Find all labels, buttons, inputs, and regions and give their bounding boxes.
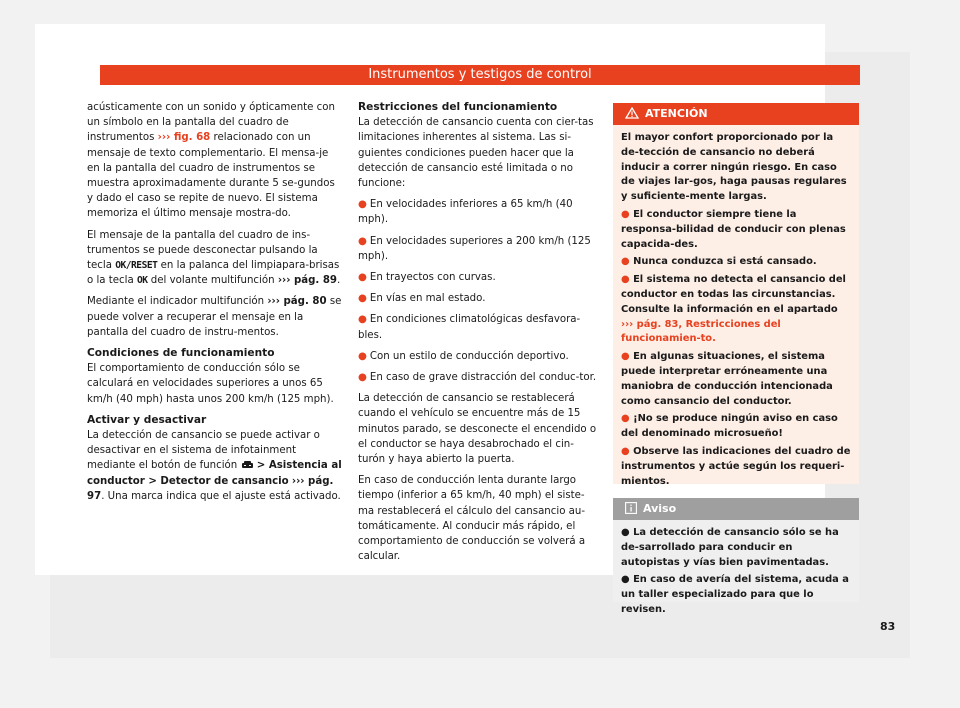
warning-item xyxy=(621,255,851,270)
warning-item-text: En algunas situaciones, el sistema puede interpretar erróneamente una maniobra de conducción intencionada como cansancio del conductor. xyxy=(621,351,833,407)
section-header: Instrumentos y testigos de control xyxy=(100,65,860,85)
note-item-text: La detección de cansancio sólo se ha de-sarrollado para conducir en autopistas y vías bien pavimentadas. xyxy=(621,527,839,568)
paragraph-activate: La detección de cansancio se puede activar o desactivar en el sistema de infotainment mediante el botón de función > Asistencia al conductor > Detector de cansancio ››› pág. 97. Una marca indica que el ajuste está activado. xyxy=(87,430,342,502)
restrictions-list xyxy=(358,197,598,385)
page-link[interactable]: ››› pág. 97 xyxy=(87,475,334,502)
column-left xyxy=(87,100,343,510)
list-item xyxy=(358,197,598,227)
heading-activate: Activar y desactivar xyxy=(87,413,207,426)
warning-item xyxy=(621,412,851,442)
note-title: Aviso xyxy=(643,502,677,515)
bullet-icon: ● xyxy=(621,256,634,268)
paragraph-slow-driving: En caso de conducción lenta durante largo tiempo (inferior a 65 km/h, 40 mph) el siste-ma restablecerá el cálculo del cansancio au-tomáticamente. Al conducir más rápido, el comportamiento de conducción se volverá a calcular. xyxy=(358,475,586,563)
warning-item-text: Nunca conduzca si está cansado. xyxy=(633,256,817,268)
text: relacionado con un mensaje de texto complementario. El mensa-je en la pantalla del cuadro de instrumentos se muestra aproximadamente durante 5 se-gundos y dado el caso se repite de nuevo. El sistema memoriza el último mensaje mostra-do. xyxy=(87,132,335,220)
text: La detección de cansancio se puede activar o desactivar en el sistema de infotainment mediante el botón de función xyxy=(87,430,320,472)
bullet-icon: ● xyxy=(621,274,634,286)
list-item-text: En trayectos con curvas. xyxy=(369,272,496,284)
paragraph-reset: La detección de cansancio se restablecerá cuando el vehículo se encuentre más de 15 minutos parado, se desconecte el encendido o el conductor se haya desabrochado el cin-turón y haya abierto la puerta. xyxy=(358,393,597,466)
list-item xyxy=(358,270,598,285)
bullet-icon: ● xyxy=(621,413,634,425)
page-link[interactable]: ››› pág. 89 xyxy=(277,275,338,287)
page-link[interactable]: ››› pág. 83, Restricciones del funcionamien-to. xyxy=(621,318,781,345)
text: en la palanca del limpiapara-brisas o la tecla xyxy=(87,260,340,287)
bullet-icon: ● xyxy=(358,235,367,247)
warning-intro: El mayor confort proporcionado por la de-tección de cansancio no deberá inducir a correr ningún riesgo. En caso de viajes lar-gos, haga pausas regulares y suficiente-mente largas. xyxy=(621,132,847,203)
list-item xyxy=(358,291,598,306)
ok-key-icon: OK xyxy=(136,275,148,287)
list-item-text: En caso de grave distracción del conduc-tor. xyxy=(369,372,597,384)
warning-item xyxy=(621,350,851,409)
note-item xyxy=(621,573,851,617)
page-link[interactable]: ››› pág. 80 xyxy=(267,296,327,308)
paragraph-intro xyxy=(87,100,343,222)
page-number: 83 xyxy=(880,620,896,633)
paragraph-conditions: El comportamiento de conducción sólo se calculará en velocidades superiores a unos 65 km/h (40 mph) hasta unos 200 km/h (125 mph). xyxy=(87,363,334,405)
ok-reset-key-icon: OK/RESET xyxy=(115,260,158,272)
note-body xyxy=(613,520,859,629)
text: se puede volver a recuperar el mensaje en la pantalla del cuadro de instru-mentos. xyxy=(87,296,342,338)
bullet-icon: ● xyxy=(358,350,367,362)
warning-item-text: Observe las indicaciones del cuadro de instrumentos y actúe según los requeri-mientos. xyxy=(621,445,851,487)
list-item-text: En vías en mal estado. xyxy=(369,293,486,305)
warning-box xyxy=(613,103,859,487)
bullet-icon: ● xyxy=(358,372,367,384)
figure-link[interactable]: ››› fig. 68 xyxy=(157,132,211,144)
note-item-text: En caso de avería del sistema, acuda a un taller especializado para que lo revisen. xyxy=(621,574,849,615)
warning-item xyxy=(621,273,851,347)
text: acústicamente con un sonido y ópticamente con un símbolo en la pantalla del cuadro de instrumentos xyxy=(87,102,335,144)
info-icon xyxy=(625,502,637,514)
bullet-icon: ● xyxy=(621,351,634,363)
bullet-icon: ● xyxy=(621,574,634,586)
text: Una marca indica que el ajuste está activado. xyxy=(107,490,341,502)
warning-item-text: El sistema no detecta el cansancio del conductor en todas las circunstancias. Consulte la información en el apartado xyxy=(621,274,846,315)
text: El mensaje de la pantalla del cuadro de ins-trumentos se puede desconectar pulsando la tecla xyxy=(87,229,318,272)
list-item xyxy=(358,349,598,364)
bullet-icon: ● xyxy=(358,272,367,284)
heading-restrictions: Restricciones del funcionamiento xyxy=(358,101,558,113)
warning-title: ATENCIÓN xyxy=(645,107,708,120)
bullet-icon: ● xyxy=(621,445,634,457)
warning-header xyxy=(613,103,859,125)
warning-item xyxy=(621,445,851,489)
list-item xyxy=(358,370,598,385)
list-item xyxy=(358,234,598,264)
paragraph-recover xyxy=(87,294,343,340)
text: del volante multifunción xyxy=(150,275,275,287)
list-item-text: En velocidades superiores a 200 km/h (125 mph). xyxy=(358,235,591,262)
warning-item-text: El conductor siempre tiene la responsa-bilidad de conducir con plenas capacida-des. xyxy=(621,208,846,250)
list-item-text: Con un estilo de conducción deportivo. xyxy=(369,350,569,362)
note-box xyxy=(613,498,859,615)
note-item xyxy=(621,526,851,570)
list-item xyxy=(358,312,598,342)
bullet-icon: ● xyxy=(358,314,367,326)
bullet-icon: ● xyxy=(358,199,367,211)
text: Mediante el indicador multifunción xyxy=(87,296,265,308)
column-middle xyxy=(358,100,598,570)
warning-item xyxy=(621,208,851,252)
list-item-text: En condiciones climatológicas desfavora-bles. xyxy=(358,314,581,341)
bullet-icon: ● xyxy=(358,293,367,305)
paragraph-disconnect: El mensaje de la pantalla del cuadro de ins-trumentos se puede desconectar pulsando la tecla OK/RESET en la palanca del limpiapara-brisas o la tecla OK del volante multifunción ››› pág. 89. xyxy=(87,229,341,287)
warning-triangle-icon xyxy=(625,107,639,119)
warning-item-text: ¡No se produce ningún aviso en caso del denominado microsueño! xyxy=(621,413,838,440)
note-header xyxy=(613,498,859,520)
heading-conditions: Condiciones de funcionamiento xyxy=(87,347,275,360)
bullet-icon: ● xyxy=(621,527,634,538)
menu-path: > Asistencia al conductor > Detector de cansancio xyxy=(87,460,342,487)
warning-body xyxy=(613,125,859,500)
car-menu-icon xyxy=(241,460,254,470)
paragraph-restrictions-intro: La detección de cansancio cuenta con cier-tas limitaciones inherentes al sistema. Las si-guientes condiciones pueden hacer que la detección de cansancio esté limitada o no funcione: xyxy=(358,117,594,190)
list-item-text: En velocidades inferiores a 65 km/h (40 mph). xyxy=(358,199,573,226)
bullet-icon: ● xyxy=(621,208,634,220)
